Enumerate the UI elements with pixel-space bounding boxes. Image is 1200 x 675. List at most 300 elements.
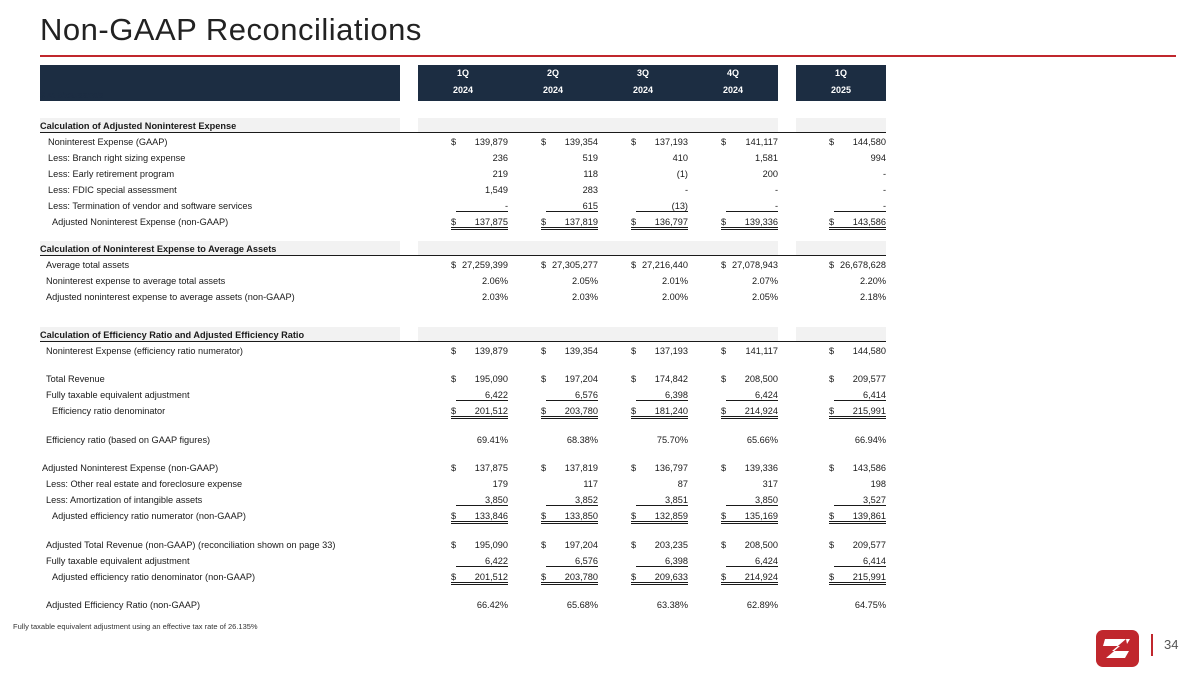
cell-value: (13) bbox=[671, 201, 688, 211]
table-cell bbox=[631, 217, 688, 230]
dollar-sign: $ bbox=[451, 260, 457, 270]
table-cell bbox=[546, 153, 598, 163]
section-title: Calculation of Adjusted Noninterest Expense bbox=[40, 121, 237, 131]
cell-value: 6,398 bbox=[665, 556, 688, 566]
dollar-sign: $ bbox=[631, 137, 637, 147]
cell-value: 143,586 bbox=[852, 463, 886, 473]
cell-value: 2.06% bbox=[481, 276, 508, 286]
column-year: 2025 bbox=[830, 85, 852, 95]
row-label: Noninterest Expense (efficiency ratio numerator) bbox=[46, 346, 243, 356]
cell-value: 2.05% bbox=[751, 292, 778, 302]
table-cell bbox=[726, 495, 778, 506]
cell-value: 65.68% bbox=[566, 600, 598, 610]
cell-value: 6,576 bbox=[575, 390, 598, 400]
cell-value: 2.00% bbox=[661, 292, 688, 302]
dollar-sign: $ bbox=[631, 572, 637, 582]
row-label: Average total assets bbox=[46, 260, 130, 270]
row-label: Less: Amortization of intangible assets bbox=[46, 495, 203, 505]
row-label: Less: FDIC special assessment bbox=[48, 185, 177, 195]
cell-value: 27,305,277 bbox=[552, 260, 598, 270]
page-title: Non-GAAP Reconciliations bbox=[40, 12, 422, 47]
cell-value: 236 bbox=[492, 153, 508, 163]
section-band bbox=[796, 241, 886, 256]
table-cell bbox=[636, 390, 688, 401]
section-band bbox=[796, 118, 886, 133]
table-cell bbox=[456, 201, 508, 212]
table-cell bbox=[721, 572, 778, 585]
cell-value: 69.41% bbox=[476, 435, 508, 445]
cell-value: 75.70% bbox=[656, 435, 688, 445]
page-number: 34 bbox=[1164, 637, 1179, 652]
cell-value: 2.01% bbox=[661, 276, 688, 286]
table-cell bbox=[541, 374, 598, 384]
dollar-sign: $ bbox=[829, 137, 835, 147]
table-cell bbox=[451, 540, 508, 550]
cell-value: 214,924 bbox=[744, 406, 778, 416]
cell-value: 139,354 bbox=[564, 137, 598, 147]
table-cell bbox=[829, 463, 886, 473]
cell-value: 6,414 bbox=[863, 390, 886, 400]
dollar-sign: $ bbox=[721, 406, 727, 416]
section-title: Calculation of Noninterest Expense to Average Assets bbox=[40, 244, 277, 254]
row-label: Adjusted Efficiency Ratio (non-GAAP) bbox=[46, 600, 201, 610]
table-cell bbox=[829, 346, 886, 356]
table-cell bbox=[546, 556, 598, 567]
dollar-sign: $ bbox=[721, 463, 727, 473]
table-cell bbox=[721, 217, 778, 230]
row-label: Fully taxable equivalent adjustment bbox=[46, 390, 190, 400]
table-cell bbox=[541, 463, 598, 473]
cell-value: 2.05% bbox=[571, 276, 598, 286]
column-year: 2024 bbox=[722, 85, 744, 95]
row-label: Less: Termination of vendor and software services bbox=[48, 201, 253, 211]
row-label: Efficiency ratio denominator bbox=[52, 406, 166, 416]
dollar-sign: $ bbox=[541, 511, 547, 521]
dollar-sign: $ bbox=[829, 540, 835, 550]
dollar-sign: $ bbox=[631, 217, 637, 227]
cell-value: 179 bbox=[492, 479, 508, 489]
dollar-sign: $ bbox=[541, 463, 547, 473]
section-band bbox=[796, 327, 886, 342]
column-quarter: 4Q bbox=[726, 68, 739, 78]
table-cell bbox=[451, 260, 508, 270]
column-year: 2024 bbox=[542, 85, 564, 95]
table-cell bbox=[636, 435, 688, 445]
dollar-sign: $ bbox=[829, 463, 835, 473]
cell-value: 6,414 bbox=[863, 556, 886, 566]
dollar-sign: $ bbox=[829, 406, 835, 416]
dollar-sign: $ bbox=[631, 511, 637, 521]
table-cell bbox=[631, 374, 688, 384]
table-cell bbox=[541, 217, 598, 230]
table-cell bbox=[834, 600, 886, 610]
cell-value: 6,422 bbox=[485, 556, 508, 566]
dollar-sign: $ bbox=[631, 540, 637, 550]
dollar-sign: $ bbox=[829, 217, 835, 227]
table-cell bbox=[834, 435, 886, 445]
table-cell bbox=[721, 463, 778, 473]
table-cell bbox=[834, 390, 886, 401]
cell-value: 137,819 bbox=[564, 463, 598, 473]
cell-value: 135,169 bbox=[744, 511, 778, 521]
cell-value: 133,850 bbox=[564, 511, 598, 521]
table-cell bbox=[456, 435, 508, 445]
row-label: Adjusted noninterest expense to average assets (non-GAAP) bbox=[46, 292, 295, 302]
dollar-sign: $ bbox=[541, 572, 547, 582]
table-cell bbox=[456, 390, 508, 401]
cell-value: 201,512 bbox=[474, 406, 508, 416]
dollar-sign: $ bbox=[541, 346, 547, 356]
table-cell bbox=[721, 260, 778, 270]
cell-value: 66.94% bbox=[854, 435, 886, 445]
row-label: Adjusted efficiency ratio denominator (non-GAAP) bbox=[52, 572, 256, 582]
table-cell bbox=[456, 276, 508, 286]
cell-value: - bbox=[684, 185, 688, 195]
cell-value: 3,850 bbox=[485, 495, 508, 505]
cell-value: 197,204 bbox=[564, 540, 598, 550]
cell-value: 195,090 bbox=[474, 540, 508, 550]
row-label: Adjusted Total Revenue (non-GAAP) (reconciliation shown on page 33) bbox=[46, 540, 336, 550]
dollar-sign: $ bbox=[829, 374, 835, 384]
table-cell bbox=[829, 406, 886, 419]
table-cell bbox=[451, 511, 508, 524]
cell-value: 137,193 bbox=[654, 137, 688, 147]
table-cell bbox=[829, 217, 886, 230]
table-cell bbox=[721, 406, 778, 419]
table-cell bbox=[541, 511, 598, 524]
table-cell bbox=[631, 406, 688, 419]
cell-value: 68.38% bbox=[566, 435, 598, 445]
cell-value: 203,780 bbox=[564, 406, 598, 416]
table-cell bbox=[726, 556, 778, 567]
table-cell bbox=[834, 495, 886, 506]
cell-value: 27,259,399 bbox=[462, 260, 508, 270]
cell-value: 6,424 bbox=[755, 556, 778, 566]
dollar-sign: $ bbox=[451, 346, 457, 356]
cell-value: 208,500 bbox=[744, 540, 778, 550]
cell-value: 201,512 bbox=[474, 572, 508, 582]
table-cell bbox=[829, 511, 886, 524]
cell-value: 137,193 bbox=[654, 346, 688, 356]
table-cell bbox=[456, 600, 508, 610]
cell-value: 6,576 bbox=[575, 556, 598, 566]
section-rule bbox=[40, 255, 886, 256]
table-cell bbox=[456, 185, 508, 195]
cell-value: 1,549 bbox=[485, 185, 508, 195]
cell-value: 174,842 bbox=[654, 374, 688, 384]
table-cell bbox=[546, 292, 598, 302]
table-cell bbox=[546, 185, 598, 195]
table-cell bbox=[636, 292, 688, 302]
cell-value: 65.66% bbox=[746, 435, 778, 445]
dollar-sign: $ bbox=[451, 137, 457, 147]
row-label: Less: Other real estate and foreclosure expense bbox=[46, 479, 243, 489]
row-label: Efficiency ratio (based on GAAP figures) bbox=[46, 435, 211, 445]
cell-value: 27,216,440 bbox=[642, 260, 688, 270]
cell-value: - bbox=[882, 169, 886, 179]
column-header-4q24 bbox=[688, 65, 778, 99]
cell-value: 136,797 bbox=[654, 463, 688, 473]
table-cell bbox=[636, 153, 688, 163]
table-cell bbox=[451, 217, 508, 230]
table-cell bbox=[834, 479, 886, 489]
cell-value: 66.42% bbox=[476, 600, 508, 610]
dollar-sign: $ bbox=[451, 406, 457, 416]
cell-value: 3,527 bbox=[863, 495, 886, 505]
table-cell bbox=[636, 169, 688, 179]
dollar-sign: $ bbox=[721, 260, 727, 270]
cell-value: - bbox=[882, 185, 886, 195]
cell-value: - bbox=[882, 201, 886, 211]
column-quarter: 2Q bbox=[546, 68, 559, 78]
cell-value: 139,879 bbox=[474, 346, 508, 356]
table-cell bbox=[451, 346, 508, 356]
table-cell bbox=[834, 169, 886, 179]
dollar-sign: $ bbox=[631, 260, 637, 270]
table-cell bbox=[834, 153, 886, 163]
dollar-sign: $ bbox=[631, 463, 637, 473]
cell-value: 26,678,628 bbox=[840, 260, 886, 270]
cell-value: 209,633 bbox=[654, 572, 688, 582]
table-cell bbox=[726, 153, 778, 163]
column-header-3q24 bbox=[598, 65, 688, 99]
dollar-sign: $ bbox=[541, 540, 547, 550]
dollar-sign: $ bbox=[721, 572, 727, 582]
table-cell bbox=[631, 137, 688, 147]
row-label: Less: Early retirement program bbox=[48, 169, 175, 179]
cell-value: 132,859 bbox=[654, 511, 688, 521]
cell-value: 136,797 bbox=[654, 217, 688, 227]
row-label: Adjusted Noninterest Expense (non-GAAP) bbox=[52, 217, 229, 227]
table-cell bbox=[631, 463, 688, 473]
table-cell bbox=[451, 463, 508, 473]
table-cell bbox=[546, 169, 598, 179]
cell-value: 410 bbox=[672, 153, 688, 163]
table-cell bbox=[726, 185, 778, 195]
table-cell bbox=[726, 169, 778, 179]
table-cell bbox=[546, 495, 598, 506]
table-cell bbox=[456, 169, 508, 179]
cell-value: 137,875 bbox=[474, 463, 508, 473]
dollar-sign: $ bbox=[721, 346, 727, 356]
dollar-sign: $ bbox=[541, 260, 547, 270]
cell-value: 215,991 bbox=[852, 572, 886, 582]
section-rule bbox=[40, 132, 886, 133]
dollar-sign: $ bbox=[451, 572, 457, 582]
table-cell bbox=[451, 406, 508, 419]
table-cell bbox=[546, 201, 598, 212]
table-cell bbox=[456, 556, 508, 567]
cell-value: 519 bbox=[582, 153, 598, 163]
dollar-sign: $ bbox=[631, 346, 637, 356]
dollar-sign: $ bbox=[451, 511, 457, 521]
dollar-sign: $ bbox=[451, 463, 457, 473]
cell-value: 3,852 bbox=[575, 495, 598, 505]
table-cell bbox=[636, 185, 688, 195]
table-cell bbox=[829, 540, 886, 550]
section-band bbox=[418, 118, 778, 133]
cell-value: 214,924 bbox=[744, 572, 778, 582]
dollar-sign: $ bbox=[721, 374, 727, 384]
table-cell bbox=[456, 153, 508, 163]
table-cell bbox=[631, 572, 688, 585]
cell-value: 200 bbox=[762, 169, 778, 179]
dollar-sign: $ bbox=[829, 511, 835, 521]
title-rule bbox=[40, 55, 1176, 57]
cell-value: - bbox=[504, 201, 508, 211]
cell-value: 139,354 bbox=[564, 346, 598, 356]
table-cell bbox=[834, 556, 886, 567]
row-label: Less: Branch right sizing expense bbox=[48, 153, 186, 163]
table-cell bbox=[721, 540, 778, 550]
row-label: Total Revenue bbox=[46, 374, 105, 384]
table-cell bbox=[451, 137, 508, 147]
dollar-sign: $ bbox=[631, 374, 637, 384]
table-cell bbox=[721, 511, 778, 524]
cell-value: 117 bbox=[583, 479, 598, 489]
table-cell bbox=[456, 479, 508, 489]
table-cell bbox=[636, 556, 688, 567]
cell-value: - bbox=[774, 185, 778, 195]
table-cell bbox=[451, 572, 508, 585]
table-cell bbox=[456, 292, 508, 302]
table-cell bbox=[546, 390, 598, 401]
cell-value: 2.03% bbox=[571, 292, 598, 302]
table-cell bbox=[541, 406, 598, 419]
cell-value: 6,398 bbox=[665, 390, 688, 400]
table-cell bbox=[834, 292, 886, 302]
table-cell bbox=[726, 390, 778, 401]
table-cell bbox=[541, 260, 598, 270]
dollar-sign: $ bbox=[829, 346, 835, 356]
cell-value: 219 bbox=[492, 169, 508, 179]
table-cell bbox=[726, 600, 778, 610]
table-cell bbox=[721, 137, 778, 147]
table-cell bbox=[631, 511, 688, 524]
table-cell bbox=[726, 292, 778, 302]
dollar-sign: $ bbox=[631, 406, 637, 416]
cell-value: 283 bbox=[582, 185, 598, 195]
dollar-sign: $ bbox=[721, 540, 727, 550]
table-cell bbox=[834, 185, 886, 195]
column-year: 2024 bbox=[632, 85, 654, 95]
row-label: Adjusted Noninterest Expense (non-GAAP) bbox=[42, 463, 219, 473]
dollar-sign: $ bbox=[541, 374, 547, 384]
cell-value: 6,422 bbox=[485, 390, 508, 400]
cell-value: - bbox=[774, 201, 778, 211]
cell-value: 118 bbox=[583, 169, 598, 179]
table-cell bbox=[456, 495, 508, 506]
cell-value: 62.89% bbox=[746, 600, 778, 610]
cell-value: 2.18% bbox=[859, 292, 886, 302]
cell-value: 215,991 bbox=[852, 406, 886, 416]
table-cell bbox=[636, 600, 688, 610]
footnote: Fully taxable equivalent adjustment using an effective tax rate of 26.135% bbox=[13, 622, 258, 631]
cell-value: 1,581 bbox=[755, 153, 778, 163]
table-cell bbox=[451, 374, 508, 384]
cell-value: 615 bbox=[582, 201, 598, 211]
cell-value: 27,078,943 bbox=[732, 260, 778, 270]
cell-value: 139,861 bbox=[852, 511, 886, 521]
cell-value: 144,580 bbox=[852, 137, 886, 147]
table-cell bbox=[834, 276, 886, 286]
table-cell bbox=[721, 346, 778, 356]
cell-value: 2.03% bbox=[481, 292, 508, 302]
cell-value: 195,090 bbox=[474, 374, 508, 384]
table-cell bbox=[636, 276, 688, 286]
table-cell bbox=[726, 201, 778, 212]
cell-value: 137,819 bbox=[564, 217, 598, 227]
cell-value: 198 bbox=[870, 479, 886, 489]
dollar-sign: $ bbox=[541, 217, 547, 227]
cell-value: 141,117 bbox=[745, 346, 778, 356]
dollar-sign: $ bbox=[721, 137, 727, 147]
table-cell bbox=[541, 572, 598, 585]
cell-value: 63.38% bbox=[656, 600, 688, 610]
cell-value: 141,117 bbox=[745, 137, 778, 147]
table-cell bbox=[631, 346, 688, 356]
table-cell bbox=[541, 346, 598, 356]
table-cell bbox=[546, 435, 598, 445]
column-header-1q24 bbox=[418, 65, 508, 99]
dollar-sign: $ bbox=[721, 217, 727, 227]
cell-value: 64.75% bbox=[854, 600, 886, 610]
cell-value: 317 bbox=[762, 479, 778, 489]
table-cell bbox=[829, 374, 886, 384]
table-cell bbox=[829, 137, 886, 147]
cell-value: 203,780 bbox=[564, 572, 598, 582]
column-quarter: 1Q bbox=[456, 68, 469, 78]
table-cell bbox=[829, 260, 886, 270]
table-cell bbox=[631, 260, 688, 270]
cell-value: 133,846 bbox=[474, 511, 508, 521]
cell-value: (1) bbox=[676, 169, 688, 179]
page-number-divider bbox=[1151, 634, 1153, 656]
cell-value: 181,240 bbox=[654, 406, 688, 416]
section-title: Calculation of Efficiency Ratio and Adjusted Efficiency Ratio bbox=[40, 330, 305, 340]
dollar-sign: $ bbox=[451, 540, 457, 550]
dollar-sign: $ bbox=[451, 217, 457, 227]
table-cell bbox=[726, 276, 778, 286]
cell-value: 139,336 bbox=[744, 217, 778, 227]
cell-value: 203,235 bbox=[654, 540, 688, 550]
table-cell bbox=[829, 572, 886, 585]
brand-logo-icon bbox=[1096, 630, 1139, 667]
cell-value: 87 bbox=[677, 479, 688, 489]
cell-value: 3,851 bbox=[665, 495, 688, 505]
dollar-sign: $ bbox=[829, 260, 835, 270]
table-cell bbox=[541, 540, 598, 550]
cell-value: 994 bbox=[870, 153, 886, 163]
cell-value: 137,875 bbox=[474, 217, 508, 227]
table-cell bbox=[721, 374, 778, 384]
row-label: Noninterest Expense (GAAP) bbox=[48, 137, 168, 147]
column-year: 2024 bbox=[452, 85, 474, 95]
table-cell bbox=[726, 435, 778, 445]
cell-value: 197,204 bbox=[564, 374, 598, 384]
cell-value: 144,580 bbox=[852, 346, 886, 356]
dollar-sign: $ bbox=[541, 137, 547, 147]
cell-value: 139,879 bbox=[474, 137, 508, 147]
table-cell bbox=[834, 201, 886, 212]
dollar-sign: $ bbox=[829, 572, 835, 582]
cell-value: 2.07% bbox=[751, 276, 778, 286]
section-rule bbox=[40, 341, 886, 342]
table-cell bbox=[546, 479, 598, 489]
units-label: $ in thousands bbox=[40, 90, 104, 100]
column-header-1q25 bbox=[796, 65, 886, 99]
table-cell bbox=[546, 600, 598, 610]
